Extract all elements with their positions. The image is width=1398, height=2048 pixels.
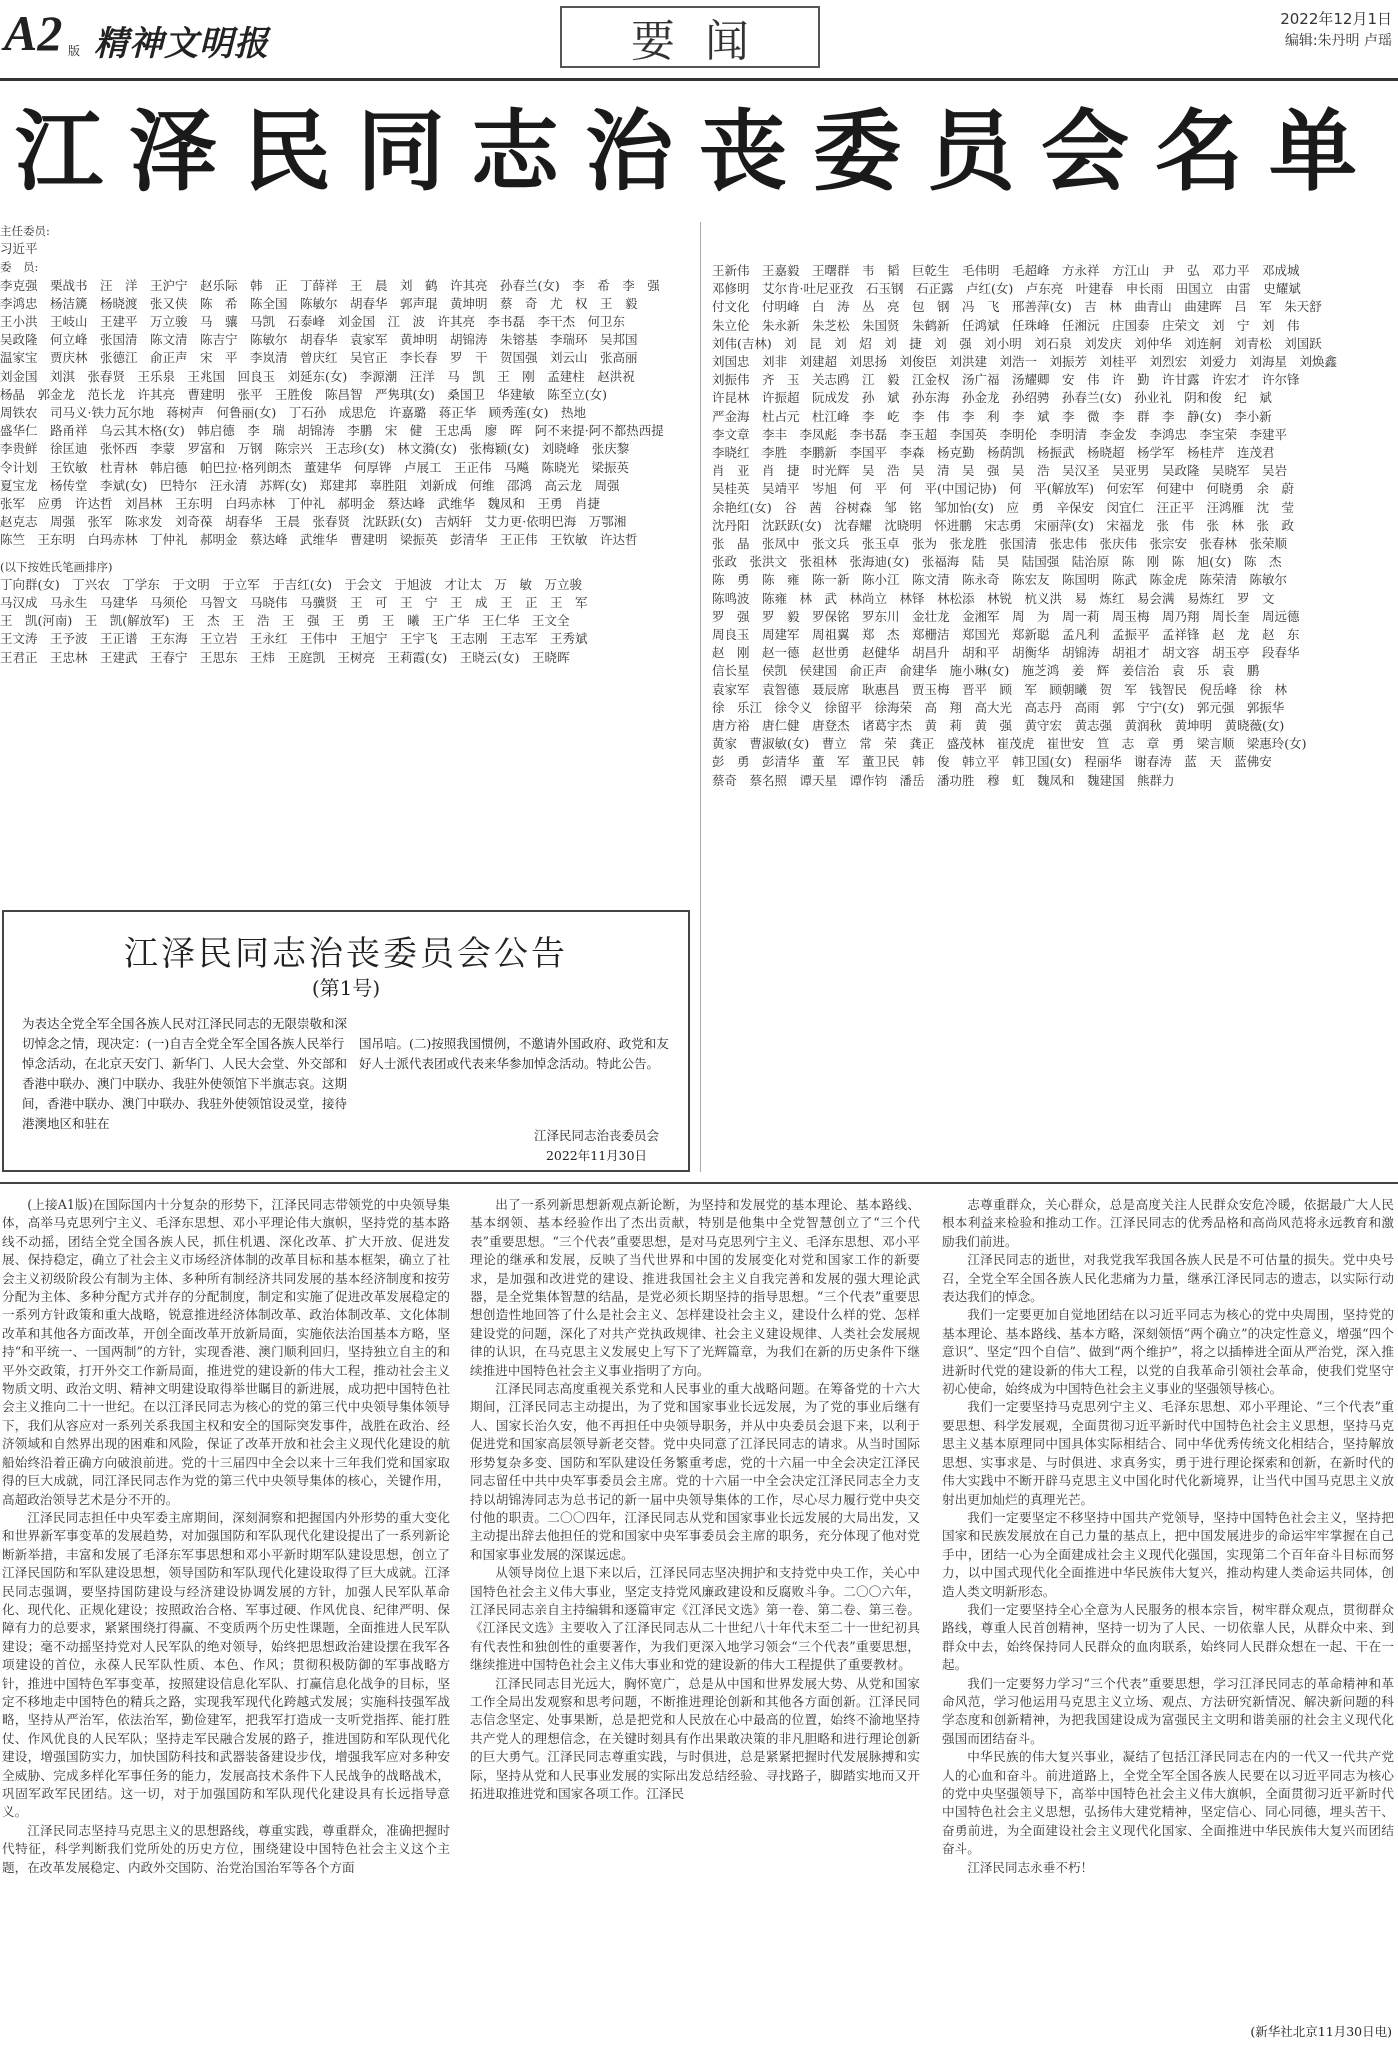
member-row: 王君正 王忠林 王建武 王春宁 王思东 王炜 王庭凯 王树亮 王莉霞(女) 王晓云(女) 王晓晖 bbox=[0, 649, 570, 665]
member-row: 杨晶 郭金龙 范长龙 许其亮 曹建明 张平 王胜俊 陈昌智 严隽琪(女) 桑国卫 华建敏 陈至立(女) bbox=[0, 386, 608, 402]
member-row: 许昆林 许振超 阮成发 孙 斌 孙东海 孙金龙 孙绍骋 孙春兰(女) 孙业礼 阴和俊 纪 斌 bbox=[712, 390, 1272, 406]
article-column-1 bbox=[2, 1196, 450, 1877]
article-column-3 bbox=[942, 1196, 1394, 1877]
announcement-text-right: 国吊唁。(二)按照我国惯例，不邀请外国政府、政党和友好人士派代表团或代表来华参加悼念活动。特此公告。 bbox=[359, 1036, 669, 1071]
member-row: 黄家 曹淑敏(女) 曹立 常 荣 龚正 盛茂林 崔茂虎 崔世安 笪 志 章 勇 梁言顺 梁惠玲(女) bbox=[712, 736, 1307, 752]
member-row: 李克强 栗战书 汪 洋 王沪宁 赵乐际 韩 正 丁薛祥 王 晨 刘 鹤 许其亮 孙春兰(女) 李 希 李 强 bbox=[0, 277, 660, 293]
member-row: 陈鸣波 陈雍 林 武 林尚立 林铎 林松添 林锐 杭义洪 易 炼红 易会满 易炼红 罗 文 bbox=[712, 590, 1275, 606]
article-paragraph: 从领导岗位上退下来以后，江泽民同志坚决拥护和支持党中央工作，关心中国特色社会主义伟大事业，坚定支持党风廉政建设和反腐败斗争。二〇〇六年，江泽民同志亲自主持编辑和逐篇审定《江泽民文选》第一卷、第二卷、第三卷。《江泽民文选》主要收入了江泽民同志从二十世纪八十年代末至二十一世纪初具有代表性和独创性的重要著作，为我们更深入地学习领会“三个代表”重要思想，继续推进中国特色社会主义伟大事业和党的建设新的伟大工程提供了重要教材。 bbox=[470, 1565, 920, 1673]
member-row: 夏宝龙 杨传堂 李斌(女) 巴特尔 汪永清 苏辉(女) 郑建邦 辜胜阻 刘新成 何维 邵鸿 高云龙 周强 bbox=[0, 477, 620, 493]
column-divider bbox=[700, 222, 701, 1172]
member-row: 刘金国 刘淇 张春贤 王乐泉 王兆国 回良玉 刘延东(女) 李源潮 汪洋 马 凯 王 刚 孟建柱 赵洪祝 bbox=[0, 368, 635, 384]
article-paragraph: 我们一定要更加自觉地团结在以习近平同志为核心的党中央周围，坚持党的基本理论、基本路线、基本方略，深刻领悟“两个确立”的决定性意义，增强“四个意识”、坚定“四个自信”、做到“两个维护”，将之以插棒进全面从严治党，深入推进新时代党的建设新的伟大工程，以党的自我革命引领社会革命，使我们党坚守初心使命，始终成为中国特色社会主义事业的坚强领导核心。 bbox=[942, 1307, 1394, 1397]
member-row: 吴政隆 何立峰 张国清 陈文清 陈吉宁 陈敏尔 胡春华 袁家军 黄坤明 胡锦涛 朱镕基 李瑞环 吴邦国 bbox=[0, 332, 638, 348]
masthead bbox=[0, 0, 1398, 78]
member-row: 付文化 付明峰 白 涛 丛 亮 包 钢 冯 飞 邢善萍(女) 吉 林 曲青山 曲建晖 吕 军 朱天舒 bbox=[712, 299, 1322, 315]
member-row: 唐方裕 唐仁健 唐登杰 诸葛宇杰 黄 莉 黄 强 黄守宏 黄志强 黄润秋 黄坤明 黄晓薇(女) bbox=[712, 718, 1285, 734]
signature-date: 2022年11月30日 bbox=[545, 1148, 648, 1163]
chair-name: 习近平 bbox=[0, 241, 38, 257]
member-row: 赵 刚 赵一德 赵世勇 赵健华 胡昌升 胡和平 胡衡华 胡锦涛 胡祖才 胡文容 胡玉亭 段春华 bbox=[712, 645, 1300, 661]
member-row: 刘国忠 刘非 刘建超 刘思扬 刘俊臣 刘洪建 刘浩一 刘振芳 刘桂平 刘烈宏 刘爱力 刘海星 刘焕鑫 bbox=[712, 354, 1338, 370]
member-row: 罗 强 罗 毅 罗保铭 罗东川 金壮龙 金湘军 周 为 周一莉 周玉梅 周乃翔 周长奎 周远德 bbox=[712, 608, 1300, 624]
article-paragraph: 我们一定要坚定不移坚持中国共产党领导，坚持中国特色社会主义，坚持把国家和民族发展放在自己力量的基点上，把中国发展进步的命运牢牢掌握在自己手中，团结一心为全面建成社会主义现代化强国，实现第二个百年奋斗目标而努力，以中国式现代化全面推进中华民族伟大复兴，推动构建人类命运共同体，创造人类文明新形态。 bbox=[942, 1509, 1394, 1599]
member-row: 王小洪 王岐山 王建平 万立骏 马 骧 马凯 石泰峰 刘金国 江 波 许其亮 李书磊 李干杰 何卫东 bbox=[0, 314, 626, 330]
issue-date: 2022年12月1日 bbox=[1280, 10, 1392, 28]
announcement-text-left: 为表达全党全军全国各族人民对江泽民同志的无限崇敬和深切悼念之情，现决定：(一)自吉全党全军全国各族人民举行悼念活动，在北京天安门、新华门、人民大会堂、外交部和香港中联办、澳门中联办、我驻外使领馆下半旗志哀。这期间，香港中联办、澳门中联办、我驻外使领馆设灵堂，接待港澳地区和驻在 bbox=[22, 1016, 348, 1131]
member-row: 丁向群(女) 丁兴农 丁学东 于文明 于立军 于吉红(女) 于会文 于旭波 才让太 万 敏 万立骏 bbox=[0, 576, 583, 592]
member-row: 朱立伦 朱永新 朱芝松 朱国贤 朱鹤新 任鸿斌 任珠峰 任湘沅 庄国泰 庄荣文 刘 宁 刘 伟 bbox=[712, 317, 1300, 333]
announcement-title: 江泽民同志治丧委员会公告 bbox=[124, 934, 568, 974]
committee-list-right bbox=[712, 262, 1398, 790]
member-row: 张政 张洪文 张祖林 张海迪(女) 张福海 陆 昊 陆国强 陆治原 陈 刚 陈 旭(女) 陈 杰 bbox=[712, 554, 1282, 570]
member-row: 陈 勇 陈 雍 陈一新 陈小江 陈文清 陈永奇 陈宏友 陈国明 陈武 陈金虎 陈荣清 陈敏尔 bbox=[712, 572, 1288, 588]
article-paragraph: 江泽民同志坚持马克思主义的思想路线，尊重实践，尊重群众，准确把握时代特征，科学判断我们党所处的历史方位，围绕建设中国特色社会主义这个主题，在改革发展稳定、内政外交国防、治党治国治军等各个方面 bbox=[2, 1822, 450, 1875]
announcement-box bbox=[2, 910, 690, 1172]
article-paragraph: 出了一系列新思想新观点新论断，为坚持和发展党的基本理论、基本路线、基本纲领、基本经验作出了杰出贡献，特别是他集中全党智慧创立了“三个代表”重要思想。“三个代表”重要思想，是对马克思列宁主义、毛泽东思想、邓小平理论的继承和发展，反映了当代世界和中国的发展变化对党和国家工作的新要求，是加强和改进党的建设、推进我国社会主义自我完善和发展的强大理论武器，是全党集体智慧的结晶，是党必须长期坚持的指导思想。“三个代表”重要思想创造性地回答了什么是社会主义、怎样建设社会主义，建设什么样的党、怎样建设党的问题，深化了对共产党执政规律、社会主义建设规律、人类社会发展规律的认识，在马克思主义发展史上写下了光辉篇章，为我们在新的历史条件下继续推进中国特色社会主义事业指明了方向。 bbox=[470, 1197, 920, 1378]
article-paragraph: 江泽民同志担任中央军委主席期间，深刻洞察和把握国内外形势的重大变化和世界新军事变革的发展趋势，对加强国防和军队现代化建设提出了一系列新论断新举措，丰富和发展了毛泽东军事思想和邓小平新时期军队建设思想，创立了江泽民国防和军队建设思想，领导国防和军队现代化建设取得了巨大成就。江泽民同志强调，要坚持国防建设与经济建设协调发展的方针，加强人民军队革命化、现代化、正规化建设；按照政治合格、军事过硬、作风优良、纪律严明、保障有力的总要求，紧紧围绕打得赢、不变质两个历史性课题，全面推进人民军队建设；毫不动摇坚持党对人民军队的绝对领导，始终把思想政治建设摆在我军各项建设的首位，永葆人民军队性质、本色、作风；贯彻积极防御的军事战略方针，推进中国特色军事变革，按照建设信息化军队、打赢信息化战争的目标，坚定不移地走中国特色的精兵之路，实现我军现代化跨越式发展；实施科技强军战略，坚持从严治军，依法治军，勤俭建军，把我军打造成一支听党指挥、能打胜仗、作风优良的人民军队；坚持走军民融合发展的路子，推进国防和军队现代化建设，增强国防实力，加快国防科技和武器装备建设步伐，增强我军应对多种安全威胁、完成多样化军事任务的能力，发展高技术条件下人民战争的战略战术，巩固军政军民团结。这一切，对于加强国防和军队现代化建设具有长远指导意义。 bbox=[2, 1509, 450, 1820]
page-number: A2 bbox=[4, 5, 63, 61]
committee-list-left bbox=[0, 222, 690, 667]
member-row: 李文章 李丰 李凤彪 李书磊 李玉超 李国英 李明伦 李明清 李金发 李鸿忠 李宝荣 李建平 bbox=[712, 426, 1288, 442]
article-column-2 bbox=[470, 1196, 920, 1803]
member-rows-right bbox=[712, 262, 1398, 790]
article-paragraph: 我们一定要坚持全心全意为人民服务的根本宗旨，树牢群众观点，贯彻群众路线，尊重人民首创精神，坚持一切为了人民、一切依靠人民，从群众中来、到群众中去，始终保持同人民群众的血肉联系，始终同人民群众想在一起、干在一起。 bbox=[942, 1601, 1394, 1673]
editor-credit: 编辑:朱丹明 卢瑶 bbox=[1284, 33, 1392, 49]
member-row: 周良玉 周建军 周祖翼 郑 杰 郑栅洁 郑国光 郑新聪 孟凡利 孟振平 孟祥锋 赵 龙 赵 东 bbox=[712, 627, 1300, 643]
article-paragraph: 江泽民同志的逝世，对我党我军我国各族人民是不可估量的损失。党中央号召，全党全军全国各族人民化悲痛为力量，继承江泽民同志的遗志，以实际行动表达我们的悼念。 bbox=[942, 1252, 1394, 1305]
member-rows bbox=[0, 277, 690, 550]
member-row: 刘伟(吉林) 刘 昆 刘 炤 刘 捷 刘 强 刘小明 刘石泉 刘发庆 刘仲华 刘连舸 刘青松 刘国跃 bbox=[712, 335, 1322, 351]
member-row: 严金海 杜占元 杜江峰 李 屹 李 伟 李 利 李 斌 李 微 李 群 李 静(女) 李小新 bbox=[712, 408, 1272, 424]
member-row: 李鸿忠 杨洁篪 杨晓渡 张又侠 陈 希 陈全国 陈敏尔 胡春华 郭声琨 黄坤明 蔡 奇 尤 权 王 毅 bbox=[0, 295, 638, 311]
member-row: 沈丹阳 沈跃跃(女) 沈春耀 沈晓明 怀进鹏 宋志勇 宋丽萍(女) 宋福龙 张 伟 张 林 张 政 bbox=[712, 517, 1295, 533]
article-paragraph: 中华民族的伟大复兴事业，凝结了包括江泽民同志在内的一代又一代共产党人的心血和奋斗。前进道路上，全党全军全国各族人民要在以习近平同志为核心的党中央坚强领导下，高举中国特色社会主义伟大旗帜，全面贯彻习近平新时代中国特色社会主义思想，弘扬伟大建党精神，坚定信心、同心同德，埋头苦干、奋勇前进，为全面建设社会主义现代化国家、全面推进中华民族伟大复兴而团结奋斗。 bbox=[942, 1749, 1394, 1857]
article-paragraph: (上接A1版)在国际国内十分复杂的形势下，江泽民同志带领党的中央领导集体，高举马克思列宁主义、毛泽东思想、邓小平理论伟大旗帜，坚持党的基本路线不动摇，团结全党全国各族人民，抓住机遇、深化改革、扩大开放、促进发展、保持稳定，确立了社会主义市场经济体制的改革目标和基本框架，确立了社会主义初级阶段公有制为主体、多种所有制经济共同发展的基本经济制度和按劳分配为主体、多种分配方式并存的分配制度，制定和实施了促进改革发展稳定的一系列方针政策和重大战略，锐意推进经济体制改革、政治体制改革、文化体制改革和其他各方面改革，开创全面改革开放新局面，实施依法治国基本方略，坚持“和平统一、一国两制”的方针，实现香港、澳门顺利回归，坚持独立自主的和平外交政策，打开外交工作新局面，推进党的建设新的伟大工程，推动社会主义物质文明、政治文明、精神文明建设取得举世瞩目的新进展，成功把中国特色社会主义推向二十一世纪。在以江泽民同志为核心的党的第三代中央领导集体领导下，我们从容应对一系列关系我国主权和安全的国际突发事件，战胜在政治、经济领域和自然界出现的困难和风险，保证了改革开放和社会主义现代化建设的航船始终沿着正确方向破浪前进。党的十三届四中全会以来十三年我们党和国家取得的巨大成就，同江泽民同志作为党的第三代中央领导集体的核心，关键作用，高超政治领导艺术是分不开的。 bbox=[2, 1197, 450, 1507]
article-paragraph: 江泽民同志高度重视关系党和人民事业的重大战略问题。在筹备党的十六大期间，江泽民同志主动提出，为了党和国家事业长远发展，为了党的事业后继有人、国家长治久安，他不再担任中央领导职务，并从中央委员会退下来，以利于促进党和国家高层领导新老交替。党中央同意了江泽民同志的请求。从当时国际形势复杂多变、国防和军队建设任务繁重考虑，党的十六届一中全会决定江泽民同志留任中共中央军事委员会主席。党的十六届一中全会决定江泽民同志全力支持以胡锦涛同志为总书记的新一届中央领导集体的工作，尽心尽力履行党中央交付他的职责。二〇〇四年，江泽民同志从党和国家事业长远发展的大局出发，又主动提出辞去他担任的党和国家中央军事委员会主席的职务，充分体现了他对党和国家事业发展的深谋远虑。 bbox=[470, 1381, 920, 1562]
member-rows-stroke-order bbox=[0, 576, 690, 667]
member-row: 徐 乐江 徐令义 徐留平 徐海荣 高 翔 高大光 高志丹 高雨 郭 宁宁(女) 郭元强 郭振华 bbox=[712, 699, 1285, 715]
member-row: 盛华仁 路甬祥 乌云其木格(女) 韩启德 李 瑞 胡锦涛 李鹏 宋 健 王忠禹 廖 晖 阿不来提·阿不都热西提 bbox=[0, 423, 664, 439]
newspaper-logo: 精神文明报 bbox=[94, 24, 269, 64]
member-row: 刘振伟 齐 玉 关志鸥 江 毅 江金权 汤广福 汤耀卿 安 伟 许 勤 许甘露 许宏才 许尔锋 bbox=[712, 372, 1300, 388]
member-row: 令计划 王钦敏 杜青林 韩启德 帕巴拉·格列朗杰 董建华 何厚铧 卢展工 王正伟 马飚 陈晓光 梁振英 bbox=[0, 459, 629, 475]
member-row: 张 晶 张凤中 张文兵 张玉卓 张为 张龙胜 张国清 张忠伟 张庆伟 张宗安 张春林 张荣顺 bbox=[712, 536, 1288, 552]
member-row: 李贵鲜 徐匡迪 张怀西 李蒙 罗富和 万钢 陈宗兴 王志珍(女) 林文漪(女) 张梅颖(女) 刘晓峰 张庆黎 bbox=[0, 441, 630, 457]
member-row: 张军 应勇 许达哲 刘昌林 王东明 白玛赤林 丁仲礼 郝明金 蔡达峰 武维华 魏凤和 王勇 肖捷 bbox=[0, 496, 601, 512]
article-paragraph: 志尊重群众，关心群众，总是高度关注人民群众安危冷暖，依据最广大人民根本利益来检验和推动工作。江泽民同志的优秀品格和高尚风范将永远教育和激励我们前进。 bbox=[942, 1197, 1394, 1249]
chair-label: 主任委员: bbox=[0, 224, 50, 238]
member-row: 肖 亚 肖 捷 时光辉 吴 浩 吴 清 吴 强 吴 浩 吴汉圣 吴亚男 吴政隆 吴晓军 吴岩 bbox=[712, 463, 1288, 479]
masthead-rule bbox=[0, 78, 1398, 81]
member-row: 赵克志 周强 张军 陈求发 刘奇葆 胡春华 王晨 张春贤 沈跃跃(女) 吉炳轩 艾力更·依明巴海 万鄂湘 bbox=[0, 514, 627, 530]
section-rule bbox=[0, 1182, 1398, 1184]
article-paragraph: 我们一定要坚持马克思列宁主义、毛泽东思想、邓小平理论、“三个代表”重要思想、科学发展观，全面贯彻习近平新时代中国特色社会主义思想，坚持马克思主义基本原理同中国具体实际相结合、同中华优秀传统文化相结合，坚持解放思想、实事求是、与时俱进、求真务实，勇于进行理论探索和创新，在新时代的伟大实践中不断开辟马克思主义中国化时代化新境界，让当代中国马克思主义放射出更加灿烂的真理光芒。 bbox=[942, 1399, 1394, 1507]
member-row: 邓修明 艾尔肯·吐尼亚孜 石玉钢 石正露 卢红(女) 卢东亮 叶建春 申长雨 田国立 由雷 史耀斌 bbox=[712, 281, 1301, 297]
member-row: 吴桂英 吴靖平 岑旭 何 平 何 平(中国记协) 何 平(解放军) 何宏军 何建中 何晓勇 余 蔚 bbox=[712, 481, 1295, 497]
member-row: 袁家军 袁智德 聂辰席 耿惠昌 贾玉梅 晋平 顾 军 顾朝曦 贺 军 钱智民 倪岳峰 徐 林 bbox=[712, 681, 1288, 697]
member-row: 彭 勇 彭清华 董 军 董卫民 韩 俊 韩立平 韩卫国(女) 程丽华 谢春涛 蓝 天 蓝佛安 bbox=[712, 754, 1272, 770]
member-row: 马汉成 马永生 马建华 马须伦 马智文 马晓伟 马骥贤 王 可 王 宁 王 成 王 正 王 军 bbox=[0, 595, 588, 611]
members-label: 委 员: bbox=[0, 260, 39, 275]
article-paragraph: 江泽民同志永垂不朽！ bbox=[967, 1859, 1094, 1875]
member-row: 李晓红 李胜 李鹏新 李国平 李森 杨克勤 杨荫凯 杨振武 杨晓超 杨学军 杨桂芹 连茂君 bbox=[712, 445, 1275, 461]
news-credit: (新华社北京11月30日电) bbox=[1250, 2024, 1392, 2039]
member-row: 温家宝 贾庆林 张德江 俞正声 宋 平 李岚清 曾庆红 吴官正 李长春 罗 干 贺国强 刘云山 张高丽 bbox=[0, 350, 638, 366]
member-row: 蔡奇 蔡名照 谭天星 谭作钧 潘岳 潘功胜 穆 虹 魏凤和 魏建国 熊群力 bbox=[712, 772, 1175, 788]
announcement-signature bbox=[534, 1126, 659, 1166]
article-paragraph: 江泽民同志目光远大，胸怀宽广，总是从中国和世界发展大势、从党和国家工作全局出发观察和思考问题，不断推进理论创新和其他各方面创新。江泽民同志信念坚定、处事果断，总是把党和人民放在心中最高的位置，始终不渝地坚持共产党人的理想信念，在关键时刻具有作出果敢决策的非凡胆略和进行理论创新的巨大勇气。江泽民同志尊重实践，与时俱进，总是紧紧把握时代发展脉搏和实际，坚持从党和人民事业发展的实际出发总结经验、寻找路子，脚踏实地而又开拓进取推进党和国家各项工作。江泽民 bbox=[470, 1675, 920, 1801]
headline: 江泽民同志治丧委员会名单 bbox=[14, 99, 1383, 203]
page-suffix: 版 bbox=[68, 44, 81, 58]
article-paragraph: 我们一定要努力学习“三个代表”重要思想，学习江泽民同志的革命精神和革命风范，学习他运用马克思主义立场、观点、方法研究新情况、解决新问题的科学态度和创新精神，为把我国建设成为富强民主文明和谐美丽的社会主义现代化强国而团结奋斗。 bbox=[942, 1675, 1394, 1746]
order-note: (以下按姓氏笔画排序) bbox=[0, 559, 113, 574]
member-row: 王新伟 王嘉毅 王曙群 韦 韬 巨乾生 毛伟明 毛超峰 方永祥 方江山 尹 弘 邓力平 邓成城 bbox=[712, 263, 1300, 278]
member-row: 周铁农 司马义·铁力瓦尔地 蒋树声 何鲁丽(女) 丁石孙 成思危 许嘉璐 蒋正华 顾秀莲(女) 热地 bbox=[0, 405, 586, 421]
signature-org: 江泽民同志治丧委员会 bbox=[534, 1128, 660, 1143]
member-row: 信长星 侯凯 侯建国 俞正声 俞建华 施小琳(女) 施芝鸿 姜 辉 姜信治 袁 乐 袁 鹏 bbox=[712, 663, 1260, 679]
member-row: 陈竺 王东明 白玛赤林 丁仲礼 郝明金 蔡达峰 武维华 曹建明 梁振英 彭清华 王正伟 王钦敏 许达哲 bbox=[0, 532, 638, 548]
announcement-number: (第1号) bbox=[311, 976, 381, 1000]
member-row: 王文涛 王予波 王正谱 王东海 王立岩 王永红 王伟中 王旭宁 王宇飞 王志刚 王志军 王秀斌 bbox=[0, 631, 588, 647]
member-row: 王 凯(河南) 王 凯(解放军) 王 杰 王 浩 王 强 王 勇 王 曦 王广华 王仁华 王文全 bbox=[0, 613, 570, 629]
section-title: 要闻 bbox=[560, 6, 820, 68]
member-row: 余艳红(女) 谷 茜 谷树森 邹 铭 邹加怡(女) 应 勇 辛保安 闵宜仁 汪正平 汪鸿雁 沈 莹 bbox=[712, 499, 1295, 515]
